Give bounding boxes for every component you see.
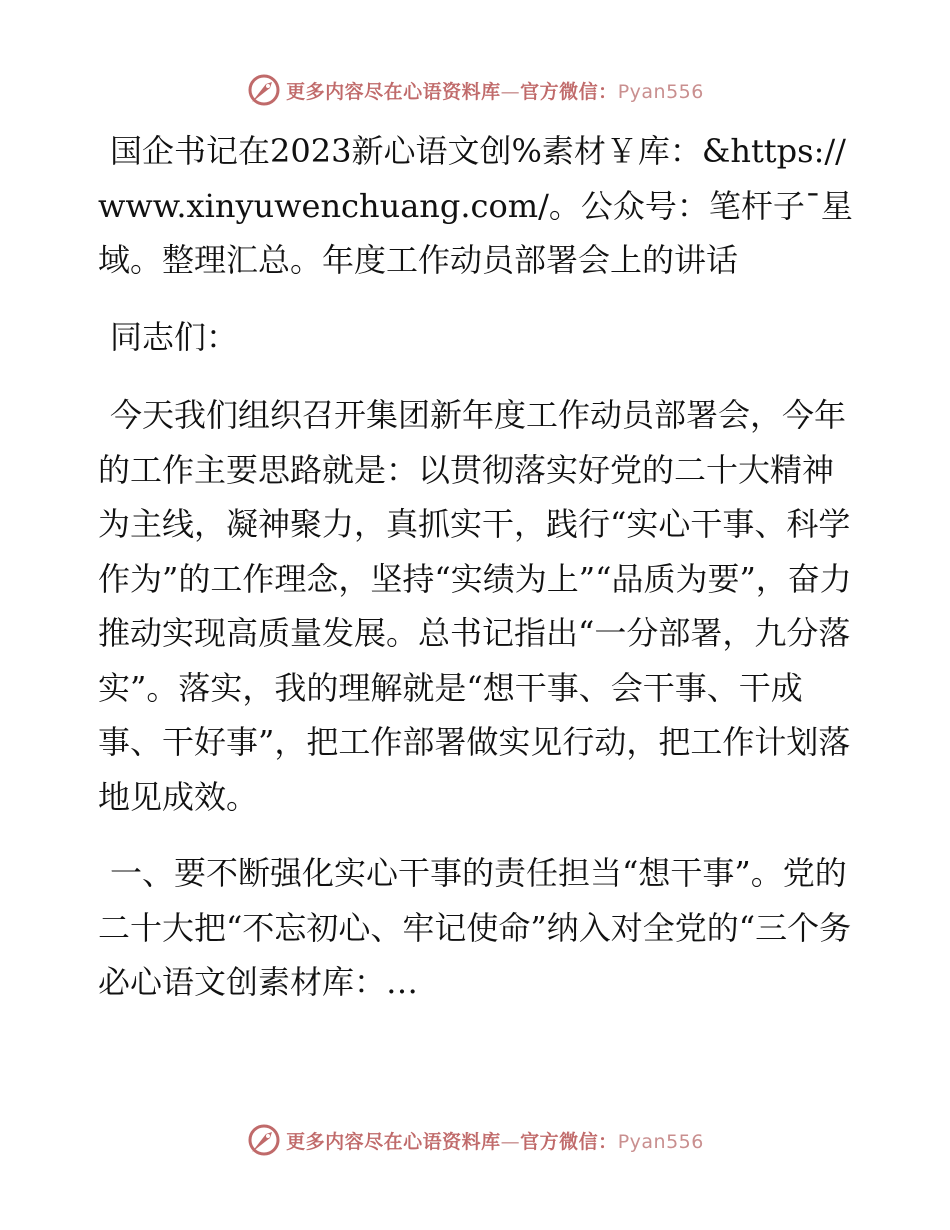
watermark-main: 更多内容尽在心语资料库: [286, 1130, 501, 1153]
watermark-wechat-label: 官方微信：: [520, 1130, 618, 1153]
watermark-separator: —: [500, 80, 521, 103]
pen-nib-logo-icon: [246, 72, 282, 108]
watermark-banner-bottom: [0, 1120, 950, 1160]
watermark-main: 更多内容尽在心语资料库: [286, 80, 501, 103]
watermark-wechat-id: Pyan556: [617, 1130, 704, 1153]
watermark-separator: —: [500, 1130, 521, 1153]
pen-nib-logo-icon: [246, 1122, 282, 1158]
watermark-text: [286, 77, 704, 104]
body-paragraph-1: 今天我们组织召开集团新年度工作动员部署会，今年的工作主要思路就是：以贯彻落实好党的二十大精神为主线，凝神聚力，真抓实干，践行“实心干事、科学作为”的工作理念，坚持“实绩为上”“品质为要”，奋力推动实现高质量发展。总书记指出“一分部署，九分落实”。落实，我的理解就是“想干事、会干事、干成事、干好事”，把工作部署做实见行动，把工作计划落地见成效。: [98, 396, 852, 816]
salutation: 同志们：: [110, 317, 239, 356]
document-body: [98, 124, 858, 1010]
watermark-banner-top: [0, 70, 950, 110]
watermark-wechat-id: Pyan556: [617, 80, 704, 103]
watermark-wechat-label: 官方微信：: [520, 80, 618, 103]
document-title: 国企书记在2023新心语文创%素材￥库：&https://www.xinyuwenchuang.com/。公众号：笔杆子¯星域。整理汇总。年度工作动员部署会上的讲话: [98, 132, 853, 279]
body-paragraph-2: 一、要不断强化实心干事的责任担当“想干事”。党的二十大把“不忘初心、牢记使命”纳入对全党的“三个务必心语文创素材库：…: [98, 854, 852, 1001]
watermark-text: [286, 1127, 704, 1154]
